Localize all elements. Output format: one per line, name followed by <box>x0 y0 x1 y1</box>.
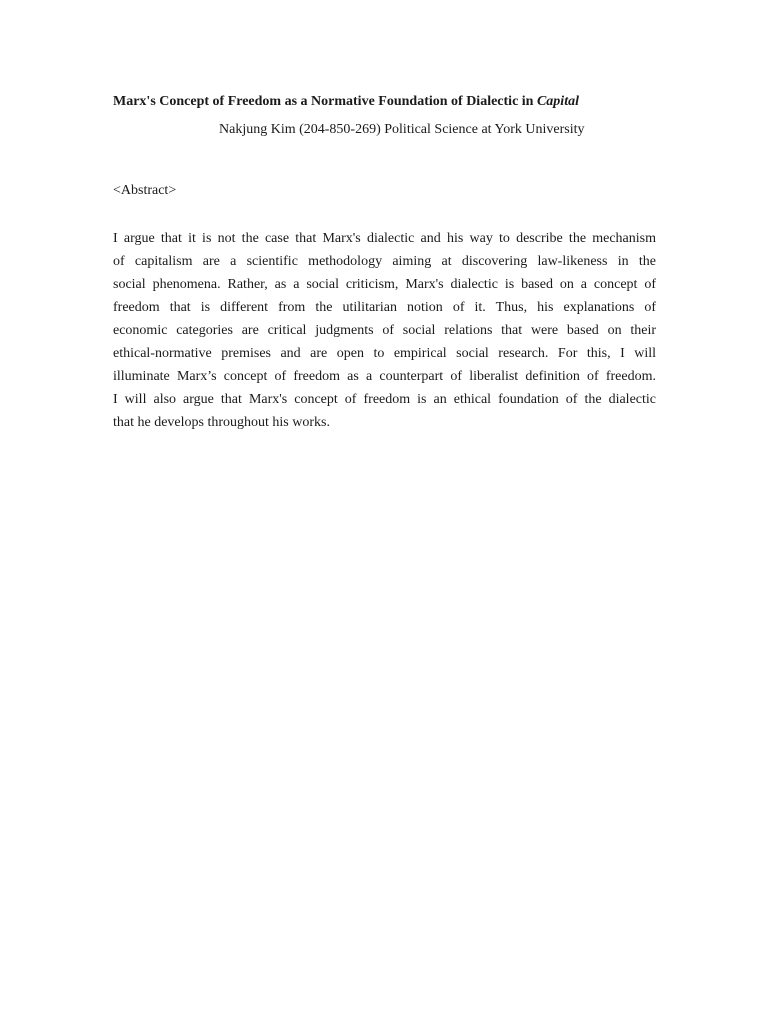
abstract-heading: <Abstract> <box>113 183 177 198</box>
abstract-line: I will also argue that Marx's concept of freedom is an ethical foundation of the dialectic <box>113 392 656 407</box>
paper-title-italic: Capital <box>536 94 579 109</box>
abstract-line: of capitalism are a scientific methodology aiming at discovering law-likeness in the <box>113 254 656 269</box>
paper-title <box>113 93 673 111</box>
paper-title-main: Marx's Concept of Freedom as a Normative Foundation of Dialectic in <box>113 94 537 109</box>
abstract-line: ethical-normative premises and are open to empirical social research. For this, I will <box>113 346 656 361</box>
author-line: Nakjung Kim (204-850-269) Political Science at York University <box>219 122 585 137</box>
abstract-line: social phenomena. Rather, as a social criticism, Marx's dialectic is based on a concept of <box>113 277 656 292</box>
abstract-line: freedom that is different from the utilitarian notion of it. Thus, his explanations of <box>113 300 656 315</box>
abstract-line: that he develops throughout his works. <box>113 415 330 430</box>
abstract-line: illuminate Marx’s concept of freedom as a counterpart of liberalist definition of freedom. <box>113 369 656 384</box>
abstract-line: economic categories are critical judgments of social relations that were based on their <box>113 323 656 338</box>
abstract-body <box>113 227 656 434</box>
abstract-line: I argue that it is not the case that Marx's dialectic and his way to describe the mechanism <box>113 231 656 246</box>
